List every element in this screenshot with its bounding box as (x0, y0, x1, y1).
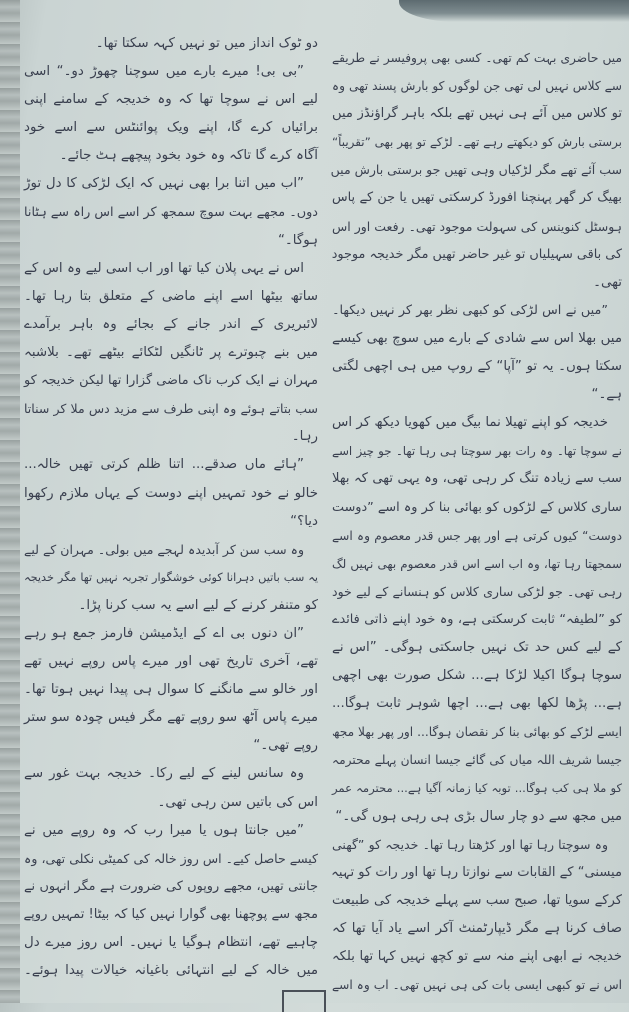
text-line: ساتھ بیٹھا اسے اپنے ماضی کے متعلق بتا رہا تھا۔ (24, 288, 318, 304)
text-line: دوست“ کیوں کرتی ہے اور پھر جس قدر معصوم وہ اسے (332, 528, 622, 543)
text-line: سمجھتا رہا تھا، وہ اب اسے اس قدر معصوم بھی نہیں لگ (332, 556, 622, 571)
text-line: برائیاں کرے گا، اپنے ویک پوائنٹس سے اسے خود (24, 120, 318, 136)
text-line: کیسے حاصل کیے۔ اس روز خالہ کی کمیٹی نکلی تھی، وہ (24, 850, 318, 866)
text-line: کے لیے کس حد تک نہیں جاسکتی ہوگی۔ ”اس نے (332, 639, 622, 655)
text-line: کو متنفر کرنے کے لیے اسے یہ سب کرنا پڑا۔ (78, 597, 318, 613)
text-line: دیا؟“ (290, 513, 318, 529)
text-line: اس نے یہی پلان کیا تھا اور اب اسی لیے وہ اس کے (24, 260, 304, 276)
page-number-box (282, 990, 326, 1012)
text-line: مہران نے ایک کرب ناک ماضی گزارا تھا لیکن خدیجہ کو (24, 373, 318, 389)
text-line: تھے، آخری تاریخ تھی اور میرے پاس روپے نہیں تھے (24, 654, 318, 670)
text-line: ہوسٹل کنوینس کی سہولت موجود تھی۔ رفعت اور اس (332, 218, 622, 234)
text-line: رہی تھی۔ جو لڑکی ساری کلاس کو ہنسانے کے لیے خود (332, 583, 622, 599)
text-line: میں خالہ کے لیے انتہائی باغیانہ خیالات پیدا ہوئے۔ (24, 963, 318, 979)
text-line: اس نے تو کبھی ایسی بات کی ہی نہیں تھی۔ اب وہ اسے (332, 978, 622, 993)
text-line: ”میں جانتا ہوں یا میرا رب کہ وہ روپے میں نے (24, 822, 304, 838)
text-line: خدیجہ نے ابھی اپنے منہ سے تو کچھ نہیں کہا تھا بلکہ (332, 949, 622, 964)
text-line: آگاہ کرے گا تاکہ وہ خود بخود پیچھے ہٹ جائے۔ (59, 148, 318, 164)
text-line: کرکے سویا تھا، صبح سب سے پہلے خدیجہ کی طبیعت (332, 892, 622, 908)
text-line: میں بھلا اس سے شادی کے بارے میں سوچ بھی کیسے (332, 330, 622, 346)
page-binding-gutter (0, 0, 20, 1003)
text-line: سب بتاتے ہوئے وہ اپنی طرف سے مزید دس ملا کر سناتا (24, 401, 318, 417)
text-line: چاہیے تھے، انتظام ہوگیا یا نہیں۔ اس روز میرے دل (24, 935, 318, 950)
text-line: نے سوچا تھا۔ وہ رات بھر سوچتا ہی رہا تھا۔ جو چیز اسے (332, 444, 622, 459)
page-curl-shadow (399, 0, 629, 22)
text-line: اور خالو سے مانگنے کا سوال ہی پیدا نہیں ہوتا تھا۔ (24, 682, 318, 698)
text-line: بھیگ کر گھر پہنچنا افورڈ کرسکتی تھیں یا جن کے پاس (332, 190, 622, 206)
text-line: ”اب میں اتنا برا بھی نہیں کہ ایک لڑکی کا دل توڑ (24, 176, 304, 192)
text-line: لیے اس نے سوچا تھا کہ وہ خدیجہ کے سامنے اپنی (24, 92, 318, 108)
text-line: سب سے زیادہ تنگ کر رہی تھی، وہ یہی تھی کہ بھلا (332, 471, 622, 487)
text-line: دوں۔ مجھے بہت سوچ سمجھ کر اسے اس راہ سے ہٹانا (24, 204, 318, 220)
text-line: دو ٹوک انداز میں تو نہیں کہہ سکتا تھا۔ (95, 36, 318, 51)
text-line: میں حاضری بہت کم تھی۔ کسی بھی پروفیسر نے طریقے (332, 51, 622, 65)
text-line: میں مجھ سے دو چار سال بڑی ہی رہی ہوں گی۔“ (335, 808, 622, 824)
text-line: تھی۔ (593, 274, 622, 290)
text-line: میں بنے چبوترے پر ٹانگیں لٹکائے بیٹھے تھے۔ بلاشبہ (24, 345, 318, 361)
text-line: جانتی تھیں، مجھے روپوں کی ضرورت ہے مگر انہوں نے (24, 878, 318, 894)
text-line: وہ سب سن کر آبدیدہ لہجے میں بولی۔ مہران کے لیے (24, 541, 304, 557)
text-line: ہوگا۔“ (277, 232, 318, 248)
text-line: تو کلاس میں آئے ہی نہیں تھے بلکہ باہر گراؤنڈز میں (332, 106, 622, 122)
text-line: ”ہائے ماں صدقے... اتنا ظلم کرتی تھیں خالہ... (24, 457, 304, 473)
text-line: سوچا ہوگا اکیلا لڑکا ہے... شکل صورت بھی اچھی (332, 668, 622, 684)
text-line: ”بی بی! میرے بارے میں سوچنا چھوڑ دو۔“ اسی (24, 64, 304, 80)
text-line: ایسے لڑکے کو بھائی بنا کر نقصان ہوگا... اور پھر بھلا مجھ (332, 725, 622, 740)
text-line: کو ملا ہی کب ہوگا... توبہ کیا زمانہ آگیا ہے... محترمہ عمر (332, 781, 622, 796)
text-line: اس کی باتیں سن رہی تھی۔ (157, 794, 318, 810)
text-line: یہ سب باتیں دہرانا کوئی خوشگوار تجربہ نہیں تھا مگر خدیجہ (24, 570, 318, 584)
text-line: سب آئے تھے مگر لڑکیاں وہی تھیں جو برستی بارش میں (330, 162, 622, 178)
text-line: ”میں نے اس لڑکی کو کبھی نظر بھر کر نہیں دیکھا۔ (332, 302, 608, 318)
text-line: برستی بارش کو دیکھتے رہے تھے۔ لڑکے تو پھر بھی ”تقریباً“ (332, 135, 622, 150)
text-line: سے کلاس نہیں لی تھی جن لوگوں کو بارش پسند تھی وہ (332, 79, 622, 94)
text-line: ”ان دنوں بی اے کے ایڈمیشن فارمز جمع ہو رہے (24, 625, 304, 641)
text-line: لائبریری کے اندر جانے کے بجائے وہ باہر برآمدے (24, 316, 318, 332)
text-line: میسنی“ کے القابات سے نوازتا رہا تھا اور رات کو تہیہ (331, 864, 622, 880)
text-line: خدیجہ کو اپنے تھیلا نما بیگ میں کھویا دیکھ کر اس (332, 415, 608, 431)
text-line: خالو نے خود تمہیں اپنے دوست کے یہاں ملازم رکھوا (24, 485, 318, 501)
text-line: مجھ سے پوچھنا بھی گوارا نہیں کیا کہ بیٹا! تمہیں روپے (23, 906, 318, 922)
text-line: وہ سوچتا رہا تھا اور کڑھتا رہا تھا۔ خدیجہ کو ”گھنی (332, 836, 608, 852)
text-line: وہ سانس لینے کے لیے رکا۔ خدیجہ بہت غور سے (24, 766, 304, 782)
text-line: ہے... پڑھا لکھا بھی ہے... اچھا شوہر ثابت ہوگا... (332, 696, 622, 712)
text-line: رہا۔ (291, 429, 318, 445)
text-line: صاف کرنا ہے مگر ڈیپارٹمنٹ آکر اسے یاد آیا تھا کہ (332, 920, 622, 936)
text-line: کو ”لطیفہ“ ثابت کرسکتی ہے، وہ خود اپنے ذاتی فائدے (332, 611, 622, 627)
text-column-left (24, 30, 318, 985)
text-line: میرے پاس آٹھ سو روپے تھے مگر فیس چودہ سو ستر (24, 710, 318, 726)
text-column-right (332, 44, 622, 999)
text-line: ساری کلاس کے لڑکوں کو بھائی بنا کر وہ اسے ”دوست (332, 499, 622, 515)
text-line: ہے۔“ (591, 387, 622, 403)
text-line: جیسا شریف اللہ میاں کی گائے جیسا انسان پہلے محترمہ (332, 753, 622, 768)
text-line: کی باقی سہیلیاں تو غیر حاضر تھیں مگر خدیجہ موجود (331, 246, 622, 262)
text-line: سکتا ہوں۔ یہ تو ”آپا“ کے روپ میں ہی اچھی لگتی (332, 359, 622, 375)
text-line: روپے تھی۔“ (253, 738, 318, 754)
